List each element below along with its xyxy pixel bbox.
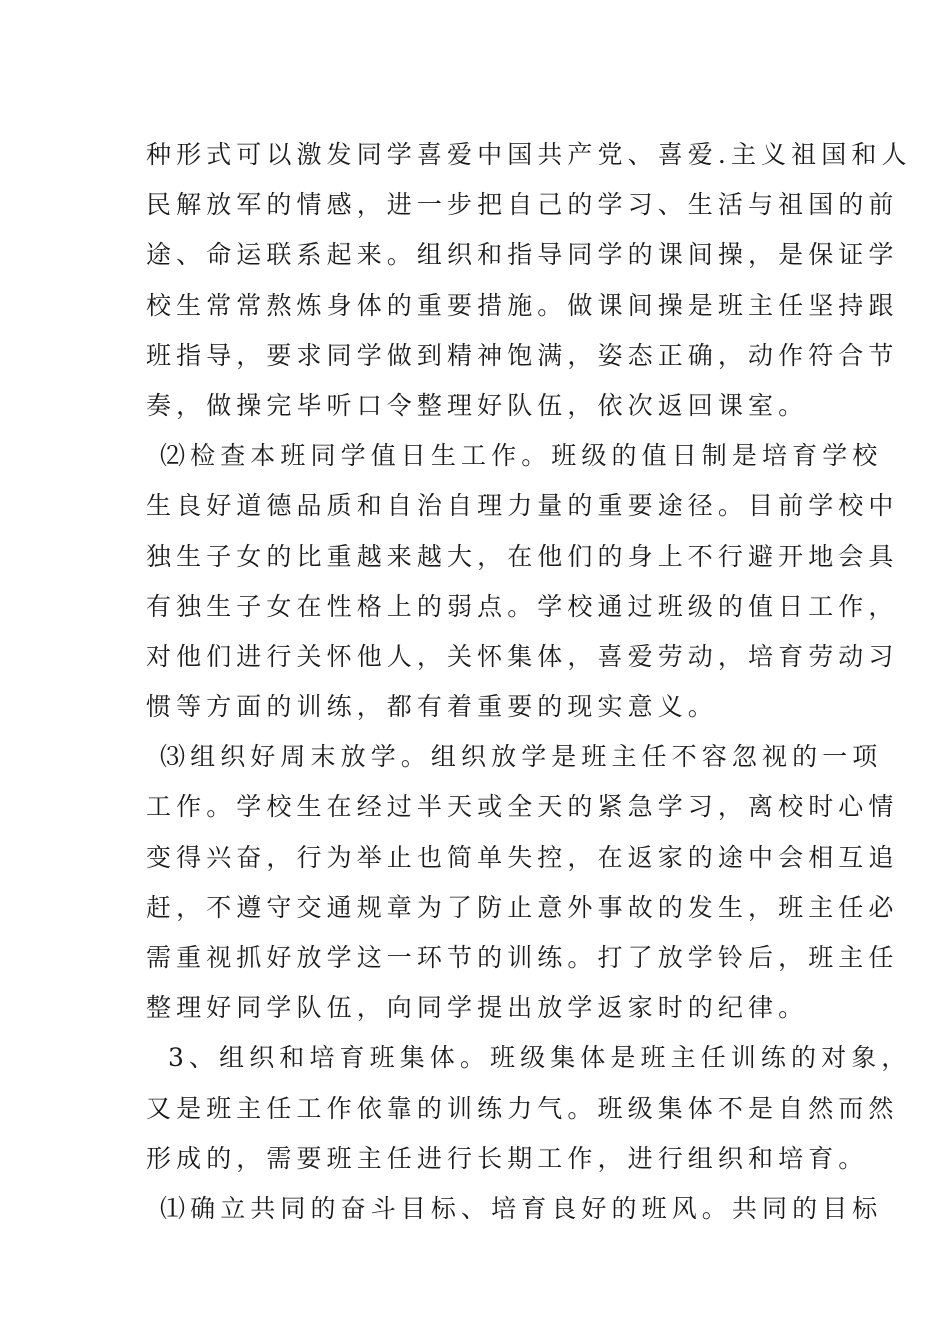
text-line: 又是班主任工作依靠的训练力气。班级集体不是自然而然 — [146, 1093, 899, 1123]
text-line: 生良好道德品质和自治自理力量的重要途径。目前学校中 — [146, 491, 899, 521]
text-line: 班指导，要求同学做到精神饱满，姿态正确，动作符合节 — [146, 340, 899, 370]
text-line: 有独生子女在性格上的弱点。学校通过班级的值日工作， — [146, 591, 899, 621]
text-line: 民解放军的情感，进一步把自己的学习、生活与祖国的前 — [146, 190, 899, 220]
text-line: 校生常常熬炼身体的重要措施。做课间操是班主任坚持跟 — [146, 290, 899, 320]
text-line: 独生子女的比重越来越大，在他们的身上不行避开地会具 — [146, 541, 899, 571]
text-line: 工作。学校生在经过半天或全天的紧急学习，离校时心情 — [146, 792, 899, 822]
document-body — [146, 130, 912, 1234]
text-line: 种形式可以激发同学喜爱中国共产党、喜爱.主义祖国和人 — [146, 140, 912, 169]
text-line: 需重视抓好放学这一环节的训练。打了放学铃后，班主任 — [146, 943, 899, 972]
text-line: 惯等方面的训练，都有着重要的现实意义。 — [146, 692, 718, 722]
paragraph-start-line: ⑶组织好周末放学。组织放学是班主任不容忽视的一项 — [160, 742, 883, 772]
text-line: 对他们进行关怀他人，关怀集体，喜爱劳动，培育劳动习 — [146, 641, 899, 671]
text-line: 整理好同学队伍，向同学提出放学返家时的纪律。 — [146, 993, 809, 1023]
text-line: 奏，做操完毕听口令整理好队伍，依次返回课室。 — [146, 390, 809, 420]
text-line: 赶，不遵守交通规章为了防止意外事故的发生，班主任必 — [146, 892, 899, 922]
text-line: 形成的，需要班主任进行长期工作，进行组织和培育。 — [146, 1143, 869, 1173]
paragraph-start-line: ⑴确立共同的奋斗目标、培育良好的班风。共同的目标 — [160, 1193, 883, 1223]
text-line: 变得兴奋，行为举止也简单失控，在返家的途中会相互追 — [146, 842, 899, 872]
paragraph-start-line: ⑵检查本班同学值日生工作。班级的值日制是培育学校 — [160, 441, 883, 471]
paragraph-start-line: 3、组织和培育班集体。班级集体是班主任训练的对象， — [168, 1043, 912, 1073]
text-line: 途、命运联系起来。组织和指导同学的课间操，是保证学 — [146, 240, 899, 270]
